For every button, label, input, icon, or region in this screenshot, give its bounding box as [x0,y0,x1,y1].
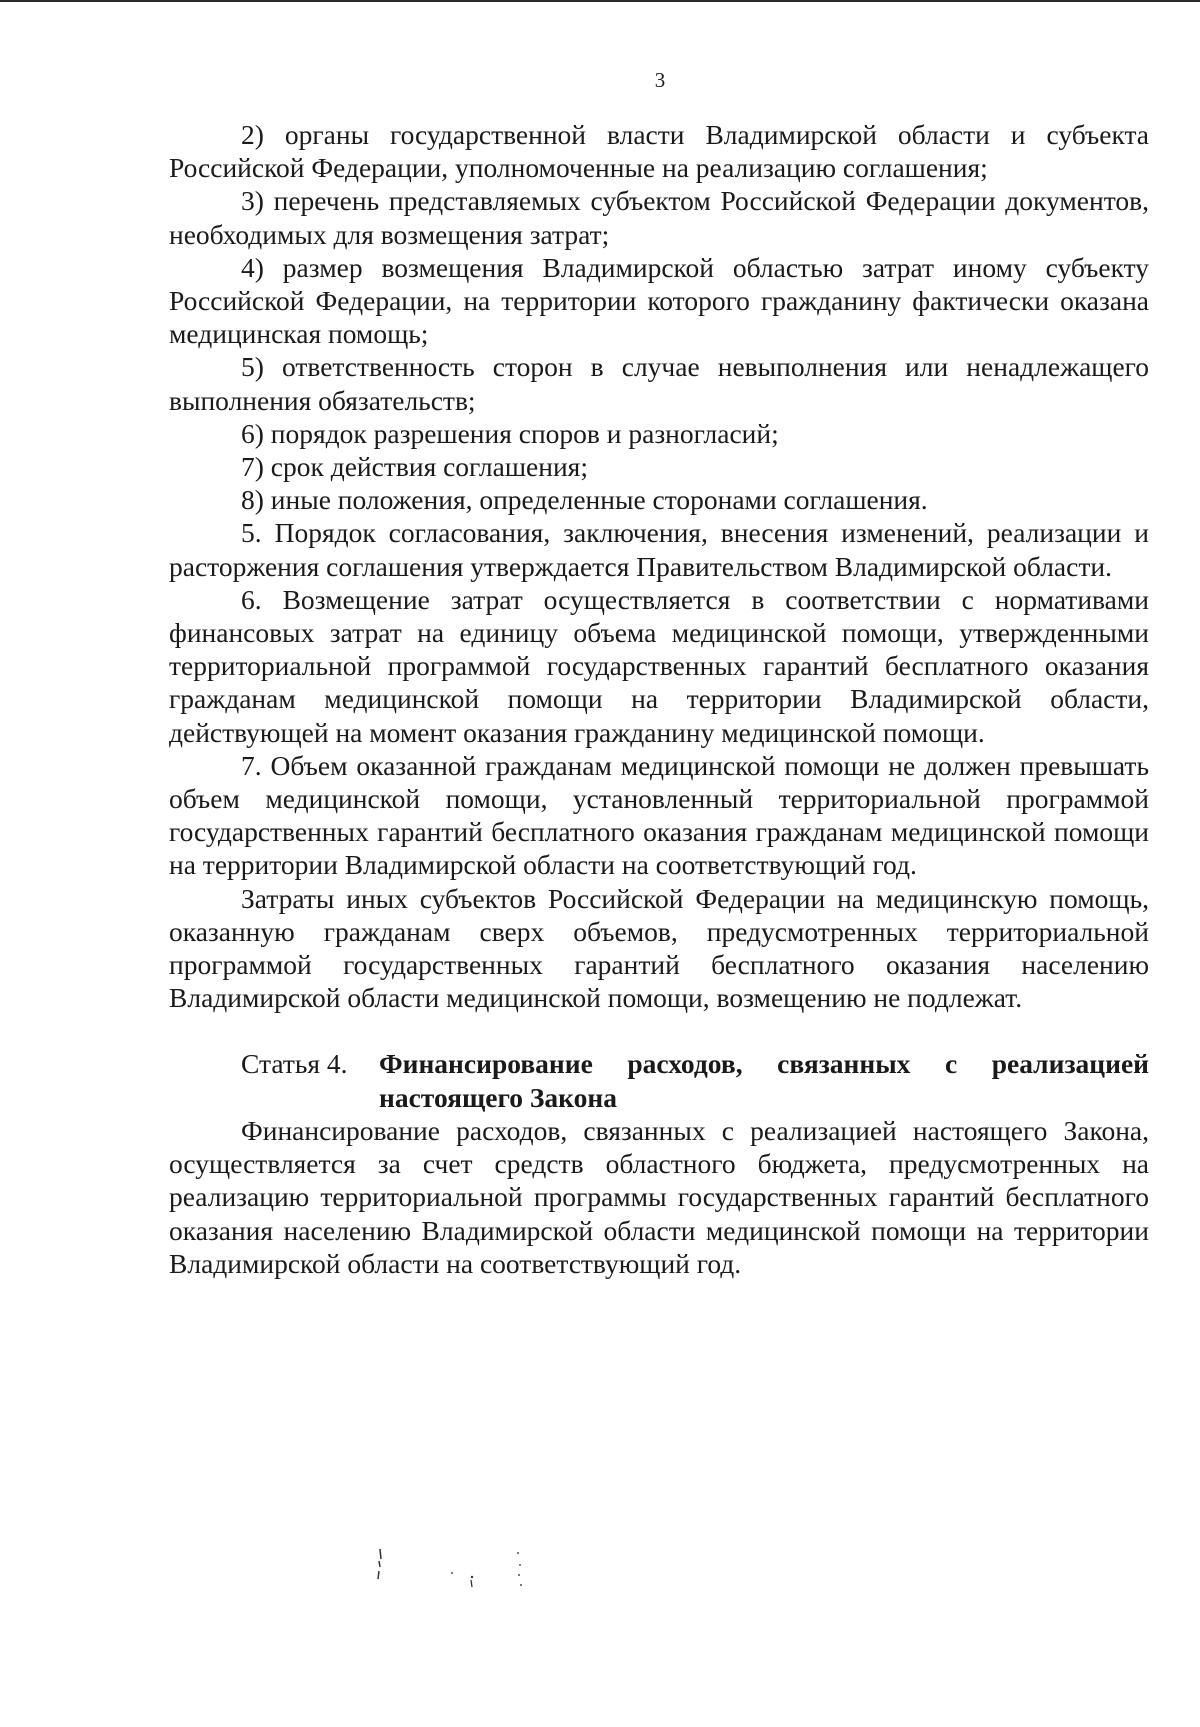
scan-top-edge [0,0,1200,2]
article-body: Финансирование расходов, связанных с реализацией настоящего Закона, осуществляется за счет средств областного бюджета, предусмотренных на реализацию территориальной программы государственных гарантий бесплатного оказания населению Владимирской области медицинской помощи на территории Владимирской области на соответствующий год. [169,1114,1149,1279]
paragraph-item-6: 6) порядок разрешения споров и разногласий; [241,417,779,449]
article-label: Статья 4. [241,1048,348,1080]
paragraph-item-3: 3) перечень представляемых субъектом Российской Федерации документов, необходимых для возмещения затрат; [169,185,1149,250]
paragraph-item-8: 8) иные положения, определенные сторонами соглашения. [241,484,928,516]
paragraph-item-2: 2) органы государственной власти Владимирской области и субъекта Российской Федерации, уполномоченные на реализацию соглашения; [169,119,1149,184]
page-number: 3 [654,68,666,92]
paragraph-item-4: 4) размер возмещения Владимирской областью затрат иному субъекту Российской Федерации, на территории которого гражданину фактически оказана медицинская помощь; [169,251,1149,350]
document-body [169,118,1149,1280]
paragraph-part-7: 7. Объем оказанной гражданам медицинской помощи не должен превышать объем медицинской помощи, установленный территориальной программой государственных гарантий бесплатного оказания гражданам медицинской помощи на территории Владимирской области на соответствующий год. [169,749,1149,881]
paragraph-part-6: 6. Возмещение затрат осуществляется в соответствии с нормативами финансовых затрат на единицу объема медицинской помощи, утвержденными территориальной программой государственных гарантий бесплатного оказания гражданам медицинской помощи на территории Владимирской области, действующей на момент оказания гражданину медицинской помощи. [169,583,1149,748]
article-title: Финансирование расходов, связанных с реализацией настоящего Закона [379,1048,1149,1113]
paragraph-part-5: 5. Порядок согласования, заключения, внесения изменений, реализации и расторжения соглашения утверждается Правительством Владимирской области. [169,517,1149,582]
paragraph-item-7: 7) срок действия соглашения; [241,451,588,483]
paragraph-costs: Затраты иных субъектов Российской Федерации на медицинскую помощь, оказанную гражданам сверх объемов, предусмотренных территориальной программой государственных гарантий бесплатного оказания населению Владимирской области медицинской помощи, возмещению не подлежат. [169,882,1149,1014]
article-heading [169,1047,1149,1113]
scan-specks [370,1545,540,1625]
paragraph-item-5: 5) ответственность сторон в случае невыполнения или ненадлежащего выполнения обязательств; [169,351,1149,416]
